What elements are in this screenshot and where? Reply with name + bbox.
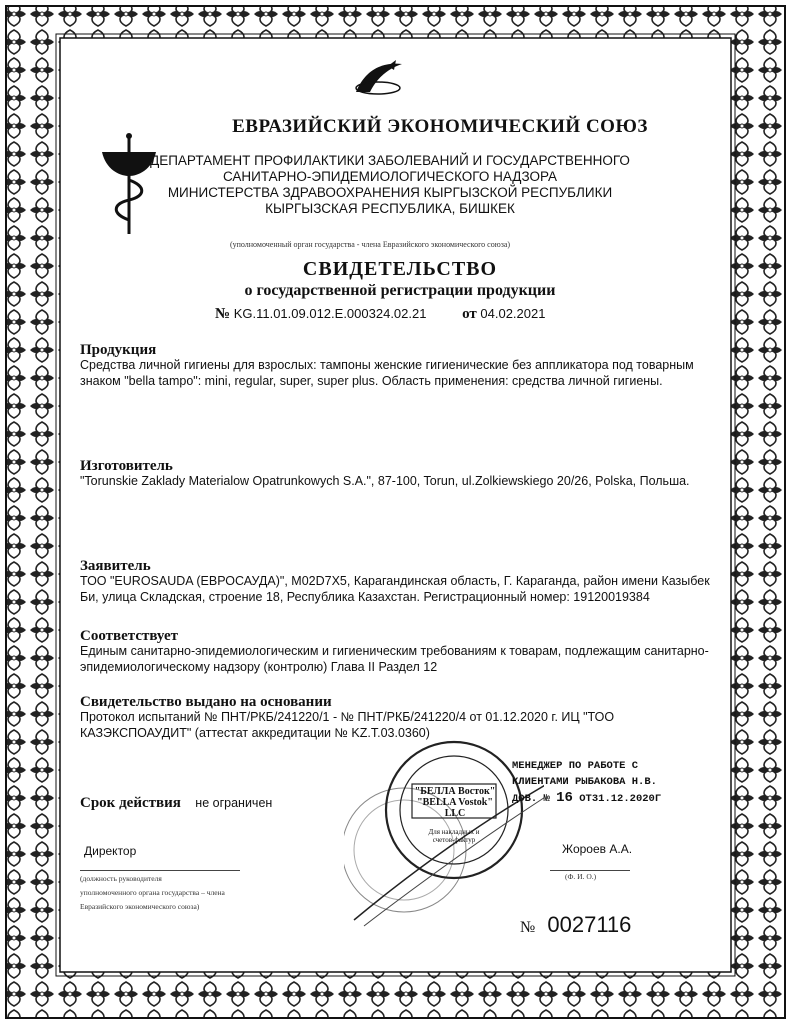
- signatory-position: Директор: [84, 844, 137, 858]
- org-note: Евразийского экономического союза): [80, 902, 200, 911]
- union-title: ЕВРАЗИЙСКИЙ ЭКОНОМИЧЕСКИЙ СОЮЗ: [232, 116, 648, 137]
- fio-note: (Ф. И. О.): [565, 872, 597, 881]
- stamp-purpose: [414, 828, 494, 844]
- section-product: [80, 342, 720, 389]
- date-prefix: от: [462, 306, 477, 322]
- manager-line: МЕНЕДЖЕР ПО РАБОТЕ С: [512, 760, 639, 772]
- manager-line: [512, 790, 722, 807]
- section-text: Единым санитарно-эпидемиологическим и гигиеническим требованиям к товарам, подлежащим санитарно-эпидемиологическому надзору (контролю) Глава II Раздел 12: [80, 644, 709, 674]
- certificate-subtitle: о государственной регистрации продукции: [244, 282, 556, 299]
- blank-prefix: №: [520, 919, 536, 936]
- department-line: КЫРГЫЗСКАЯ РЕСПУБЛИКА, БИШКЕК: [265, 201, 515, 216]
- section-heading: Заявитель: [80, 558, 151, 574]
- manager-dov-prefix: ДОВ. №: [512, 793, 550, 805]
- number-prefix: №: [215, 306, 231, 322]
- section-applicant: [80, 558, 720, 605]
- registration-date: 04.02.2021: [480, 306, 546, 321]
- validity-value: не ограничен: [195, 796, 273, 810]
- eaeu-emblem-icon: [350, 58, 410, 98]
- section-text: Средства личной гигиены для взрослых: тампоны женские гигиенические без аппликатора под товарным знаком "bella tampo": mini, regular, super, super plus. Область применения: средства личной гигиены.: [80, 358, 694, 388]
- section-heading: Продукция: [80, 342, 157, 358]
- stamp-line: LLC: [444, 808, 466, 819]
- section-text: ТОО "EUROSAUDA (ЕВРОСАУДА)", M02D7X5, Карагандинская область, Г. Караганда, район имени Казыбек Би, улица Складская, строение 18, Республика Казахстан. Регистрационный номер: 19120019384: [80, 574, 710, 604]
- stamp-line: счетов-фактур: [432, 836, 476, 844]
- position-notes: [80, 872, 280, 914]
- stamp-company: [412, 786, 498, 819]
- department-block: [110, 153, 670, 217]
- department-line: ДЕПАРТАМЕНТ ПРОФИЛАКТИКИ ЗАБОЛЕВАНИЙ И ГОСУДАРСТВЕННОГО: [150, 153, 630, 168]
- stamp-line: Для накладных и: [428, 828, 480, 836]
- blank-number: [520, 912, 631, 938]
- position-note: (должность руководителя: [80, 874, 162, 883]
- fio-line: [550, 870, 630, 871]
- section-conformity: [80, 628, 720, 675]
- stamp-line: "BELLA Vostok": [417, 797, 493, 808]
- authority-note: (уполномоченный орган государства - члена Евразийского экономического союза): [229, 240, 511, 249]
- org-note: уполномоченного органа государства – члена: [80, 888, 225, 897]
- manager-dov-number: 16: [556, 790, 573, 806]
- blank-serial: 0027116: [547, 912, 632, 937]
- validity-label: Срок действия: [80, 795, 181, 811]
- department-line: САНИТАРНО-ЭПИДЕМИОЛОГИЧЕСКОГО НАДЗОРА: [222, 169, 558, 184]
- section-text: "Torunskie Zaklady Materialow Opatrunkowych S.A.", 87-100, Torun, ul.Zolkiewskiego 20/26, Polska, Польша.: [80, 474, 690, 488]
- signatory-name: Жороев А.А.: [562, 842, 633, 856]
- registration-line: [215, 306, 655, 323]
- section-heading: Изготовитель: [80, 458, 173, 474]
- section-manufacturer: [80, 458, 720, 490]
- certificate-title: СВИДЕТЕЛЬСТВО: [302, 258, 498, 280]
- section-heading: Свидетельство выдано на основании: [80, 694, 332, 710]
- manager-stamp: [512, 758, 722, 807]
- registration-number: KG.11.01.09.012.E.000324.02.21: [233, 306, 427, 321]
- section-heading: Соответствует: [80, 628, 178, 644]
- manager-line: КЛИЕНТАМИ РЫБАКОВА Н.В.: [512, 776, 657, 788]
- position-line: [80, 870, 240, 871]
- section-text: Протокол испытаний № ПНТ/РКБ/241220/1 - № ПНТ/РКБ/241220/4 от 01.12.2020 г. ИЦ "ТОО КАЗЭКСПОАУДИТ" (аттестат аккредитации № KZ.T.03.0360): [80, 710, 615, 740]
- stamp-line: "БЕЛЛА Восток": [414, 786, 496, 797]
- department-line: МИНИСТЕРСТВА ЗДРАВООХРАНЕНИЯ КЫРГЫЗСКОЙ РЕСПУБЛИКИ: [167, 185, 613, 200]
- manager-dov-date: ОТ31.12.2020Г: [579, 793, 662, 805]
- certificate-content: [80, 50, 720, 970]
